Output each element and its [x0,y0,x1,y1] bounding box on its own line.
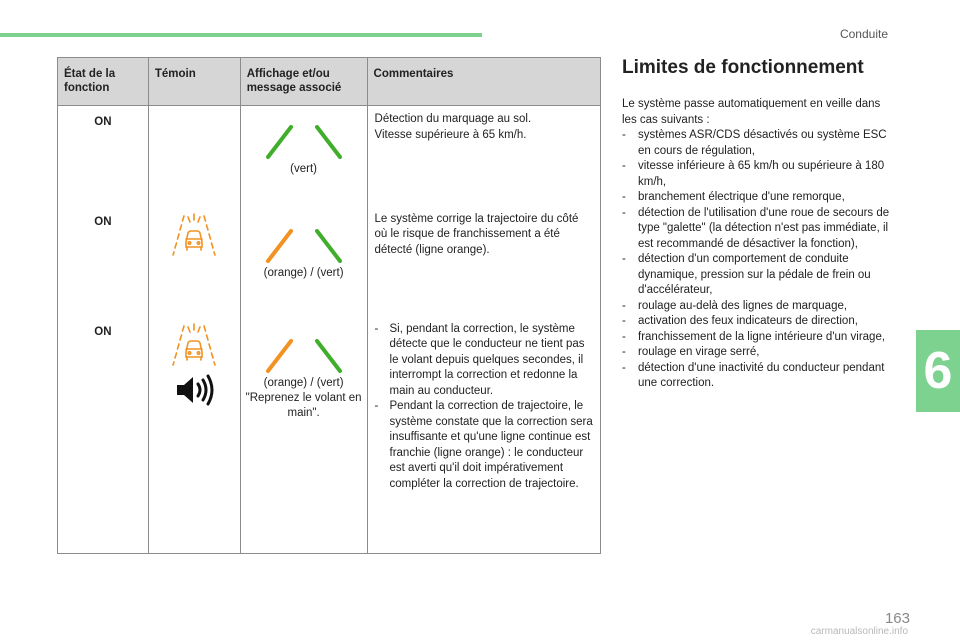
list-item: - activation des feux indicateurs de direction, [622,314,892,330]
watermark: carmanualsonline.info [810,626,908,637]
list-item: - roulage au-delà des lignes de marquage, [622,299,892,315]
indicator-cell [148,316,240,554]
table-row [58,106,601,206]
display-label: (orange) / (vert) [263,266,344,279]
lane-warning-icon [171,322,217,366]
limits-intro: Le système passe automatiquement en veille dans les cas suivants : [622,98,881,126]
state-cell: ON [58,206,149,316]
lane-lines-icon [262,124,346,160]
comment-list [375,322,594,493]
table-header-row [58,58,601,106]
list-item: - détection d'une inactivité du conducteur pendant une correction. [622,361,892,392]
state-cell: ON [58,316,149,554]
list-item: - Pendant la correction de trajectoire, le système constate que la correction sera insuffisante et qu'une ligne continue est franchie (ligne orange) : le conducteur est averti qu'il doit impérativement compléter la correction de trajectoire. [375,399,594,492]
function-status-table [57,57,601,554]
lane-lines-icon [262,228,346,264]
display-label: (vert) [290,163,318,175]
header-indicator: Témoin [148,58,240,106]
comment-text: Le système corrige la trajectoire du côté où le risque de franchissement a été détecté (ligne orange). [374,212,579,256]
list-item: - Si, pendant la correction, le système détecte que le conducteur ne tient pas le volant depuis quelques secondes, il interrompt la correction et redonne la main au conducteur. [375,322,594,400]
list-item: - vitesse inférieure à 65 km/h ou supérieure à 180 km/h, [622,159,892,190]
list-item: - détection de l'utilisation d'une roue de secours de type "galette" (la détection n'est pas immédiate, il est recommandé de désactiver la fonction), [622,206,892,253]
section-title: Conduite [839,27,888,41]
state-cell: ON [58,106,149,206]
list-item: - roulage en virage serré, [622,345,892,361]
indicator-cell [148,106,240,206]
display-cell [240,316,367,554]
header-display: Affichage et/ou message associé [240,58,367,106]
page-number: 163 [884,610,910,627]
display-cell [240,206,367,316]
speaker-sound-icon [174,374,214,406]
comment-cell [367,206,600,316]
list-item: - systèmes ASR/CDS désactivés ou système ESC en cours de régulation, [622,128,892,159]
indicator-cell [148,206,240,316]
comment-cell [367,316,600,554]
header-state: État de la fonction [58,58,149,106]
table-row [58,206,601,316]
limits-section [622,57,892,392]
limits-list [622,128,892,392]
list-item: - détection d'un comportement de conduite dynamique, pression sur la pédale de frein ou d'accélérateur, [622,252,892,299]
display-message: "Reprenez le volant en main". [245,391,362,419]
list-item: - franchissement de la ligne intérieure d'un virage, [622,330,892,346]
list-item: - branchement électrique d'une remorque, [622,190,892,206]
lane-lines-icon [262,338,346,374]
chapter-tab: 6 [916,330,960,412]
header-accent-bar [0,33,482,37]
table-row [58,316,601,554]
comment-line: Vitesse supérieure à 65 km/h. [374,128,527,141]
limits-title: Limites de fonctionnement [622,57,864,78]
display-label: (orange) / (vert) [263,376,344,389]
comment-line: Détection du marquage au sol. [374,113,532,125]
display-cell [240,106,367,206]
header-comments: Commentaires [367,58,600,106]
lane-warning-icon [171,212,217,256]
comment-cell [367,106,600,206]
